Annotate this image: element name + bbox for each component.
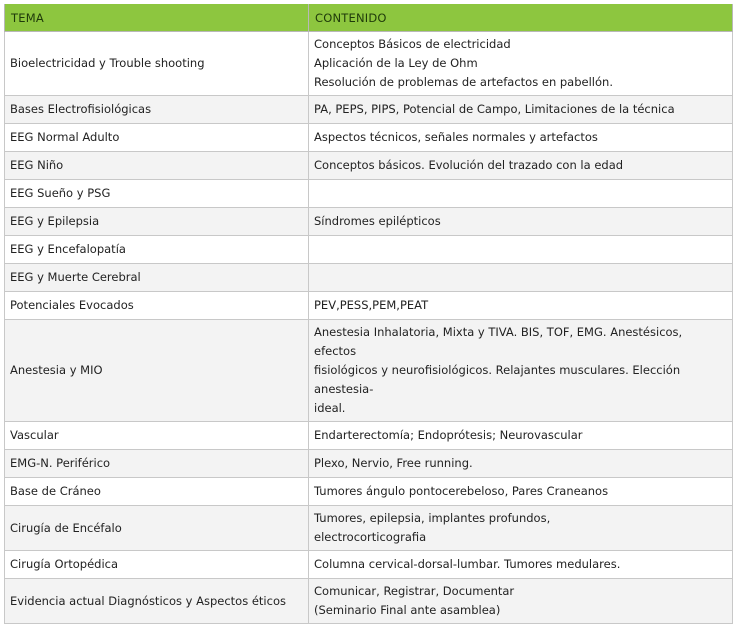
topic-cell: EEG y Epilepsia xyxy=(5,208,309,236)
table-header xyxy=(5,4,733,32)
table-row xyxy=(5,96,733,124)
content-line: Conceptos Básicos de electricidad xyxy=(314,37,511,51)
header-topic: TEMA xyxy=(5,4,309,32)
topic-cell: Potenciales Evocados xyxy=(5,292,309,320)
topic-cell: EEG Normal Adulto xyxy=(5,124,309,152)
content-cell xyxy=(309,264,733,292)
content-cell xyxy=(309,180,733,208)
topic-cell: EEG y Encefalopatía xyxy=(5,236,309,264)
content-cell xyxy=(309,152,733,180)
table-row xyxy=(5,551,733,579)
table-row xyxy=(5,292,733,320)
table-row xyxy=(5,152,733,180)
content-line: Conceptos básicos. Evolución del trazado con la edad xyxy=(314,158,624,172)
content-line: Aspectos técnicos, señales normales y artefactos xyxy=(314,130,598,144)
content-cell xyxy=(309,551,733,579)
table-row xyxy=(5,320,733,422)
topic-cell: Anestesia y MIO xyxy=(5,320,309,422)
topic-cell: EEG y Muerte Cerebral xyxy=(5,264,309,292)
table-body xyxy=(5,32,733,624)
content-line: fisiológicos y neurofisiológicos. Relajantes musculares. Elección anestesia- xyxy=(314,363,681,396)
table-row xyxy=(5,506,733,551)
content-line: ideal. xyxy=(314,401,346,415)
topic-cell: Vascular xyxy=(5,422,309,450)
table-row xyxy=(5,478,733,506)
content-line: Endarterectomía; Endoprótesis; Neurovascular xyxy=(314,428,583,442)
table-row xyxy=(5,208,733,236)
content-line: Tumores, epilepsia, implantes profundos, xyxy=(314,511,551,525)
content-line: PA, PEPS, PIPS, Potencial de Campo, Limitaciones de la técnica xyxy=(314,102,675,116)
content-cell xyxy=(309,478,733,506)
content-line: Aplicación de la Ley de Ohm xyxy=(314,56,478,70)
topic-cell: Cirugía de Encéfalo xyxy=(5,506,309,551)
header-row xyxy=(5,4,733,32)
content-line: Resolución de problemas de artefactos en pabellón. xyxy=(314,75,613,89)
topic-cell: Base de Cráneo xyxy=(5,478,309,506)
content-line: Comunicar, Registrar, Documentar xyxy=(314,584,515,598)
table-row xyxy=(5,32,733,96)
topic-cell: EEG Sueño y PSG xyxy=(5,180,309,208)
content-cell xyxy=(309,579,733,624)
table-row xyxy=(5,450,733,478)
topic-cell: EEG Niño xyxy=(5,152,309,180)
table-row xyxy=(5,579,733,624)
topic-cell: Bases Electrofisiológicas xyxy=(5,96,309,124)
content-line: Columna cervical-dorsal-lumbar. Tumores medulares. xyxy=(314,557,621,571)
table-row xyxy=(5,124,733,152)
content-cell xyxy=(309,124,733,152)
topic-cell: Bioelectricidad y Trouble shooting xyxy=(5,32,309,96)
topic-cell: Cirugía Ortopédica xyxy=(5,551,309,579)
content-line: Tumores ángulo pontocerebeloso, Pares Craneanos xyxy=(314,484,609,498)
table-row xyxy=(5,422,733,450)
content-line: PEV,PESS,PEM,PEAT xyxy=(314,298,429,312)
content-cell xyxy=(309,208,733,236)
topic-cell: EMG-N. Periférico xyxy=(5,450,309,478)
topic-cell: Evidencia actual Diagnósticos y Aspectos éticos xyxy=(5,579,309,624)
content-cell xyxy=(309,450,733,478)
content-cell xyxy=(309,320,733,422)
content-cell xyxy=(309,422,733,450)
content-cell xyxy=(309,236,733,264)
content-line: (Seminario Final ante asamblea) xyxy=(314,603,501,617)
content-line: Síndromes epilépticos xyxy=(314,214,441,228)
table-row xyxy=(5,264,733,292)
content-cell xyxy=(309,292,733,320)
header-content: CONTENIDO xyxy=(309,4,733,32)
table-row xyxy=(5,180,733,208)
content-cell xyxy=(309,32,733,96)
content-cell xyxy=(309,506,733,551)
table-row xyxy=(5,236,733,264)
content-line: Anestesia Inhalatoria, Mixta y TIVA. BIS, TOF, EMG. Anestésicos, efectos xyxy=(314,325,683,358)
content-line: Plexo, Nervio, Free running. xyxy=(314,456,473,470)
content-cell xyxy=(309,96,733,124)
content-line: electrocorticografia xyxy=(314,530,427,544)
curriculum-table xyxy=(4,4,733,624)
